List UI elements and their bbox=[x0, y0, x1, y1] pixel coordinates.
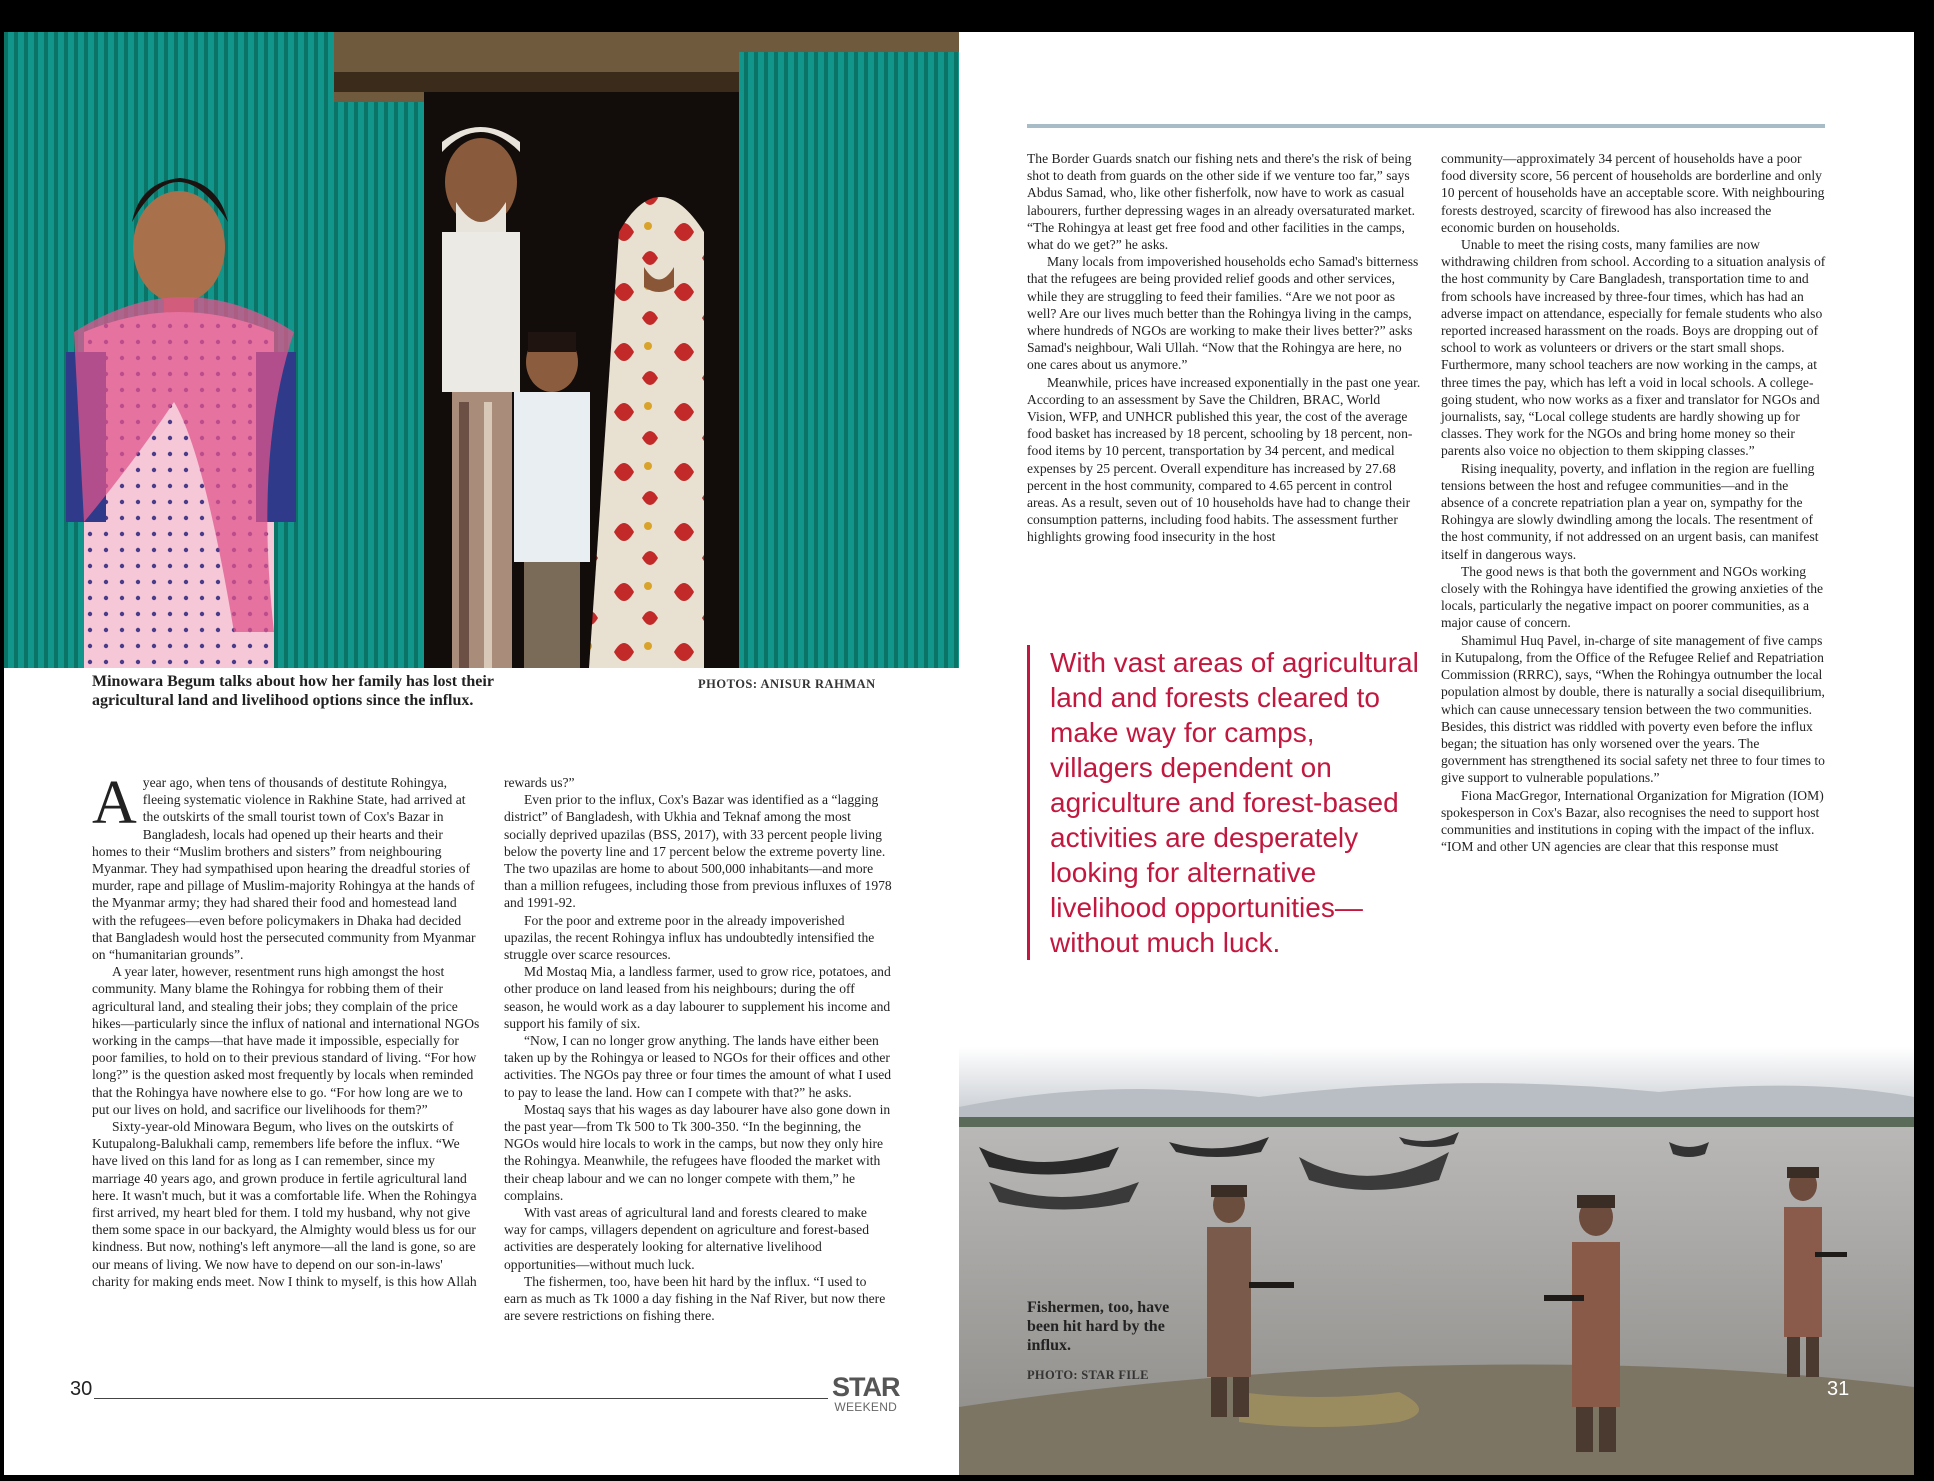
article-paragraph: rewards us?” bbox=[504, 775, 575, 790]
article-paragraph: The fishermen, too, have been hit hard by the influx. “I used to earn as much as Tk 1000 a day fishing in the Naf River, but now there are severe restrictions on fishing there. bbox=[504, 1273, 886, 1324]
photo-credit: PHOTOS: ANISUR RAHMAN bbox=[698, 677, 876, 691]
drop-cap: A bbox=[92, 769, 137, 837]
article-paragraph bbox=[92, 769, 480, 963]
family-photo bbox=[4, 32, 959, 668]
article-paragraph: “Now, I can no longer grow anything. The lands have either been taken up by the Rohingya or leased to NGOs for their offices and other activities. The NGOs pay three or four times the amount of what I used to pay to lease the land. How can I compete with that?” he asks. bbox=[504, 1033, 892, 1100]
article-paragraph: Sixty-year-old Minowara Begum, who lives on the outskirts of Kutupalong-Balukhali camp, remembers life before the influx. “We have lived on this land for as long as I can remember, since my marriage 40 years ago, and grown produce in fertile agricultural land here. It wasn't much, but it was a comfortable life. When the Rohingya first arrived, my heart bled for them. I told my husband, why not give them some space in our backyard, the Almighty would bless us for our kindness. But now, nothing's left anymore—all the land is gone, so are our means of living. We now have to depend on our son-in-laws' charity for making ends meet. Now I think to myself, is this how Allah bbox=[92, 1119, 477, 1289]
article-column-2 bbox=[504, 774, 892, 1325]
article-paragraph: Rising inequality, poverty, and inflation in the region are fuelling tensions between the host and refugee communities—and in the absence of a concrete repatriation plan a year on, sympathy for the Rohingya are slowly dwindling among the locals. The resentment of the host community, if not addressed on an urgent basis, can manifest itself in dangerous ways. bbox=[1441, 460, 1819, 562]
article-paragraph: The good news is that both the government and NGOs working closely with the Rohingya have identified the growing anxieties of the locals, particularly the negative impact on poorer communities, as a major cause of concern. bbox=[1441, 563, 1824, 631]
page-number: 30 bbox=[70, 1378, 93, 1400]
border-guards-photo bbox=[959, 1047, 1914, 1475]
pull-quote: With vast areas of agricultural land and forests cleared to make way for camps, villagers dependent on agriculture and forest-based activities are desperately looking for alternative livelihood opportunities—without much luck. bbox=[1027, 645, 1424, 960]
article-paragraph: Many locals from impoverished households echo Samad's bitterness that the refugees are being provided relief goods and other services, while they are struggling to feed their families. “Are we not poor as well? Are our lives much better than the Rohingya living in the camps, where hundreds of NGOs are working to make their lives better?” asks Samad's neighbour, Wali Ullah. “Now that the Rohingya are here, no one cares about us anymore.” bbox=[1027, 254, 1419, 373]
photo-credit: PHOTO: STAR FILE bbox=[1027, 1368, 1149, 1382]
page-number: 31 bbox=[1827, 1378, 1850, 1400]
article-paragraph: A year later, however, resentment runs high amongst the host community. Many blame the Rohingya for robbing them of their agricultural land, and stealing their jobs; they complain of the price hikes—particularly since the influx of national and international NGOs working in the camps—that have made it impossible, especially for poor families, to hold on to their previous standard of living. “For how long?” is the question asked most frequently by locals when reminded that the Rohingya have nowhere else to go. “For how long are we to put our lives on hold, and sacrifice our livelihoods for them?” bbox=[92, 964, 480, 1117]
article-paragraph: community—approximately 34 percent of households have a poor food diversity score, 56 percent of households are borderline and only 10 percent of households have an acceptable score. With neighbouring forests destroyed, scarcity of firewood has also increased the economic burden on households. bbox=[1441, 151, 1825, 235]
border-guards-illustration bbox=[959, 1047, 1914, 1475]
article-paragraph: Mostaq says that his wages as day labourer have also gone down in the past year—from Tk 500 to Tk 300-350. “In the beginning, the NGOs would hire locals to work in the camps, but now they only hire the Rohingya. Meanwhile, the refugees have flooded the market with their cheap labour and we can no longer compete with them,” he complains. bbox=[504, 1101, 891, 1203]
right-page bbox=[959, 32, 1914, 1475]
article-paragraph: With vast areas of agricultural land and forests cleared to make way for camps, villagers dependent on agriculture and forest-based activities are desperately looking for alternative livelihood opportunities—without much luck. bbox=[504, 1205, 870, 1272]
star-weekend-logo bbox=[832, 1374, 900, 1413]
logo-star-text: STAR bbox=[832, 1372, 900, 1402]
footer-rule bbox=[94, 1398, 828, 1399]
article-paragraph: Unable to meet the rising costs, many families are now withdrawing children from school. According to a situation analysis of the host community by Care Bangladesh, transportation time to and from schools have increased by three-four times, which has had an adverse impact on attendance, especially for female students who also reported increased harassment on the roads. Boys are dropping out of school to work as volunteers or drivers or the start small shops. Furthermore, many school teachers are now working in the camps, at three times the pay, which has left a void in local schools. A college-going student, who now works as a fixer and translator for NGOs and journalists, say, “Local college students are hardly showing up for classes. They work for the NGOs and bring home money so their parents also voice no objection to them skipping classes.” bbox=[1441, 237, 1826, 459]
article-paragraph: The Border Guards snatch our fishing nets and there's the risk of being shot to death from guards on the other side if we venture too far,” says Abdus Samad, who, like other fisherfolk, now have to work as casual labourers, further depressing wages in an already oversaturated market. “The Rohingya at least get free food and other facilities in the camps, what do we get?” he asks. bbox=[1027, 151, 1416, 253]
article-paragraph: For the poor and extreme poor in the already impoverished upazilas, the recent Rohingya influx has undoubtedly intensified the struggle over scarce resources. bbox=[504, 912, 875, 963]
article-paragraph: Even prior to the influx, Cox's Bazar was identified as a “lagging district” of Bangladesh, with Ukhia and Teknaf among the most socially deprived upazilas (BSS, 2017), with 33 percent people living below the poverty line and 17 percent below the extreme poverty line. The two upazilas are home to about 500,000 inhabitants—and more than a million refugees, including those from previous influxes of 1978 and 1991-92. bbox=[504, 792, 892, 911]
article-column-3 bbox=[1027, 150, 1421, 546]
article-column-4 bbox=[1441, 150, 1827, 855]
family-photo-illustration bbox=[4, 32, 959, 668]
logo-weekend-text: WEEKEND bbox=[834, 1400, 898, 1414]
paragraph-text: year ago, when tens of thousands of destitute Rohingya, fleeing systematic violence in Rakhine State, had arrived at the outskirts of the small tourist town of Cox's Bazar in Bangladesh, locals had opened up their hearts and their homes to their “Muslim brothers and sisters” from neighbouring Myanmar. They had sympathised upon hearing the dreadful stories of murder, rape and pillage of Muslim-majority Rohingya at the hands of the Myanmar army; they had shared their food and homestead land with the refugees—even before policymakers in Dhaka had decided that Bangladesh would host the persecuted community from Myanmar on “humanitarian grounds”. bbox=[92, 775, 476, 963]
article-paragraph: Shamimul Huq Pavel, in-charge of site management of five camps in Kutupalong, from the Office of the Refugee Relief and Repatriation Commission (RRRC), says, “When the Rohingya outnumber the local population almost by double, there is naturally a social disequilibrium, which can cause unnecessary tension between the two communities. Besides, this district was riddled with poverty even before the influx began; the situation has only worsened over the years. The government has strengthened its social safety net three to four times to give support to vulnerable populations.” bbox=[1441, 632, 1825, 786]
photo-caption: Minowara Begum talks about how her family has lost their agricultural land and livelihood options since the influx. bbox=[92, 673, 494, 709]
photo-caption: Fishermen, too, have been hit hard by the influx. bbox=[1027, 1299, 1170, 1354]
article-paragraph: Fiona MacGregor, International Organization for Migration (IOM) spokesperson in Cox's Bazar, also recognises the need to support host communities and institutions in coping with the impact of the influx. “IOM and other UN agencies are clear that this response must bbox=[1441, 787, 1824, 855]
article-column-1 bbox=[92, 769, 480, 1290]
left-page bbox=[4, 32, 959, 1475]
header-rule bbox=[1027, 124, 1825, 128]
article-paragraph: Md Mostaq Mia, a landless farmer, used to grow rice, potatoes, and other produce on land leased from his neighbours; during the off season, he would work as a day labourer to supplement his income and support his family of six. bbox=[504, 964, 891, 1031]
article-paragraph: Meanwhile, prices have increased exponentially in the past one year. According to an assessment by Save the Children, BRAC, World Vision, WFP, and UNHCR published this year, the cost of the average food basket has increased by 18 percent, schooling by 18 percent, non-food items by 10 percent, transportation by 34 percent, and medical expenses by 25 percent. Overall expenditure has increased by 27.68 percent in the host community, compared to 4.65 percent in control areas. As a result, seven out of 10 households have had to change their consumption patterns, including food habits. The assessment further highlights growing food insecurity in the host bbox=[1027, 374, 1421, 545]
